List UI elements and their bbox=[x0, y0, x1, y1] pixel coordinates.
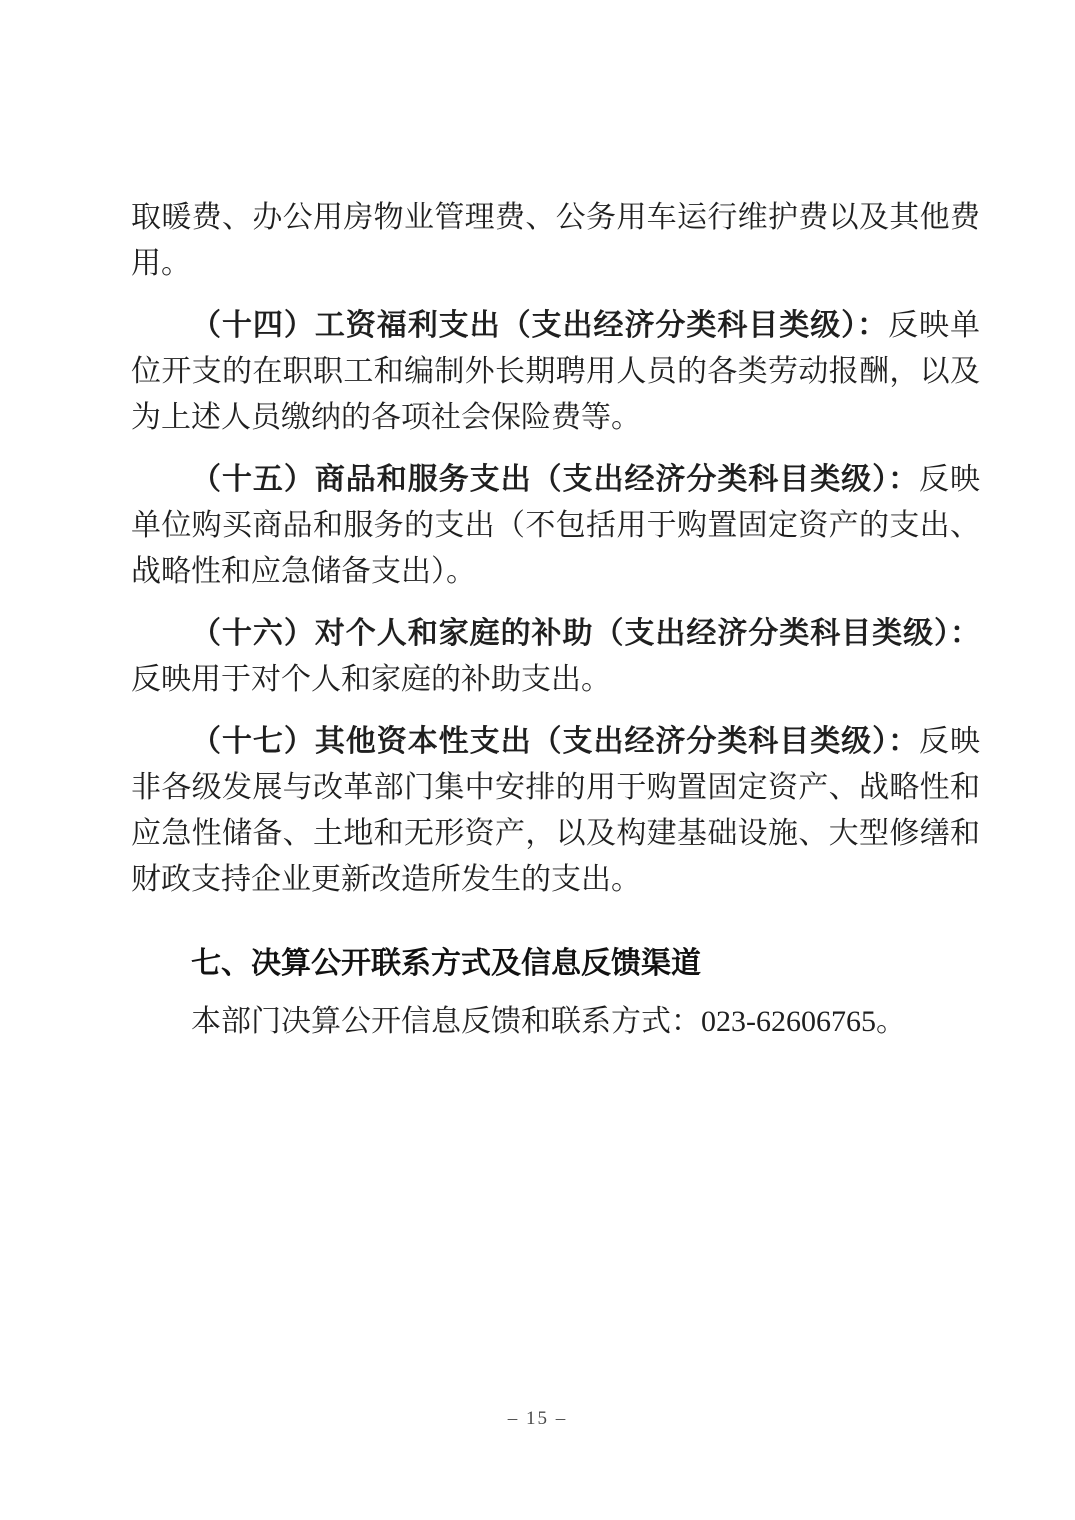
paragraph-text: 取暖费、办公用房物业管理费、公务用车运行维护费以及其他费用。 bbox=[131, 201, 980, 280]
paragraph-text: 反映用于对个人和家庭的补助支出。 bbox=[131, 663, 611, 696]
paragraph bbox=[131, 719, 980, 903]
paragraph bbox=[131, 457, 980, 595]
paragraph-lead: （十四）工资福利支出（支出经济分类科目类级）： bbox=[191, 309, 889, 342]
paragraph-text: 反映非各级发展与改革部门集中安排的用于购置固定资产、战略性和应急性储备、土地和无形资产，以及构建基础设施、大型修缮和财政支持企业更新改造所发生的支出。 bbox=[131, 725, 981, 896]
page-content bbox=[131, 195, 980, 1045]
contact-line: 本部门决算公开信息反馈和联系方式：023-62606765。 bbox=[191, 1005, 906, 1038]
paragraph-text: 反映单位开支的在职职工和编制外长期聘用人员的各类劳动报酬，以及为上述人员缴纳的各项社会保险费等。 bbox=[131, 309, 981, 434]
paragraph bbox=[131, 303, 980, 441]
paragraph-text: 反映单位购买商品和服务的支出（不包括用于购置固定资产的支出、战略性和应急储备支出）。 bbox=[131, 463, 981, 588]
paragraph bbox=[131, 611, 980, 703]
paragraph-lead: （十六）对个人和家庭的补助（支出经济分类科目类级）： bbox=[191, 617, 980, 650]
section-heading: 七、决算公开联系方式及信息反馈渠道 bbox=[191, 947, 701, 980]
paragraph bbox=[131, 195, 980, 287]
page-number: – 15 – bbox=[507, 1408, 568, 1429]
paragraph-lead: （十七）其他资本性支出（支出经济分类科目类级）： bbox=[191, 725, 920, 758]
paragraph-lead: （十五）商品和服务支出（支出经济分类科目类级）： bbox=[191, 463, 920, 496]
